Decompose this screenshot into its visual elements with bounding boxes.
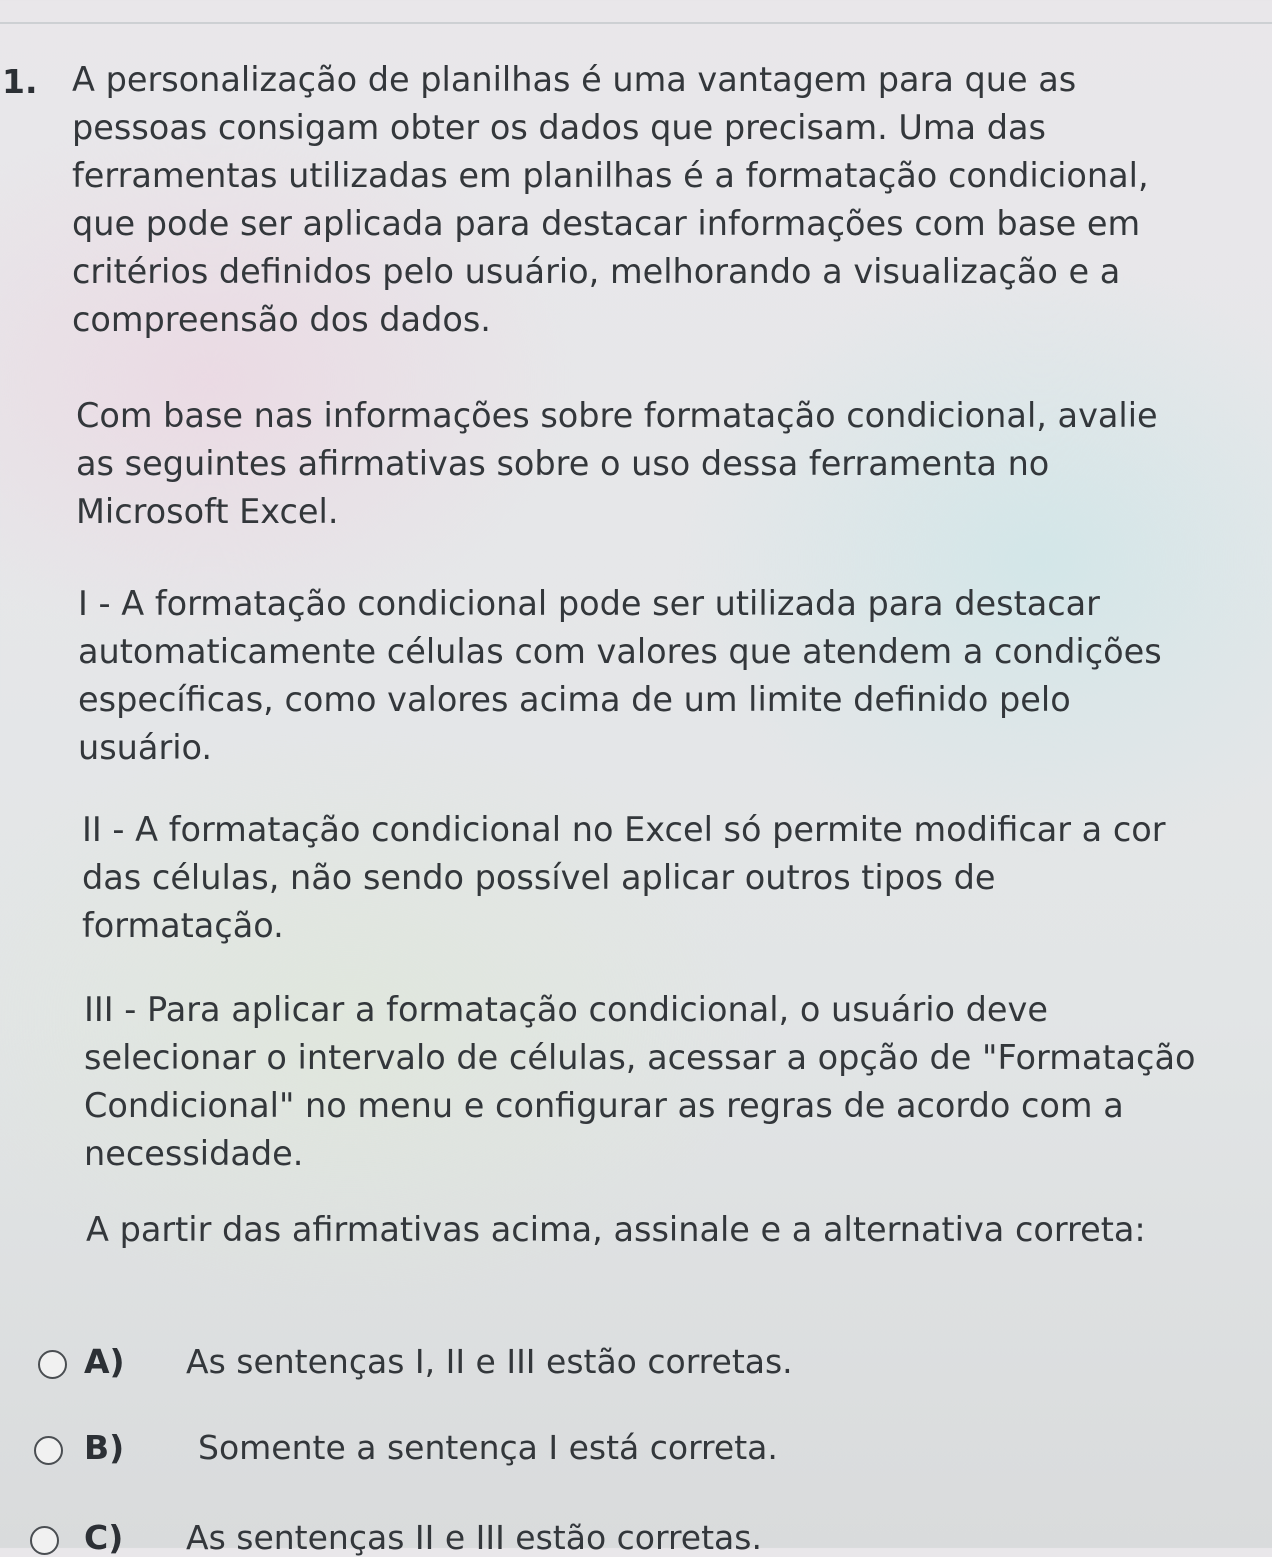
intro-line: critérios definidos pelo usuário, melhorando a visualização e a	[72, 252, 1121, 291]
intro-line: ferramentas utilizadas em planilhas é a formatação condicional,	[72, 156, 1149, 195]
statement-1	[78, 580, 1258, 772]
option-text: As sentenças II e III estão corretas.	[186, 1518, 762, 1557]
statement-line: Condicional" no menu e configurar as regras de acordo com a	[84, 1086, 1124, 1125]
statement-line: das células, não sendo possível aplicar outros tipos de	[82, 858, 996, 897]
intro-line: que pode ser aplicada para destacar informações com base em	[72, 204, 1141, 243]
statement-line: específicas, como valores acima de um limite definido pelo	[78, 680, 1071, 719]
answer-prompt	[86, 1206, 1266, 1254]
statement-line: necessidade.	[84, 1134, 304, 1173]
prompt-line: A partir das afirmativas acima, assinale e a alternativa correta:	[86, 1210, 1146, 1249]
question-context	[76, 392, 1256, 536]
context-line: Com base nas informações sobre formatação condicional, avalie	[76, 396, 1158, 435]
intro-line: A personalização de planilhas é uma vantagem para que as	[72, 60, 1077, 99]
statement-line: II - A formatação condicional no Excel só permite modificar a cor	[82, 810, 1166, 849]
question-number: 1.	[2, 62, 38, 101]
intro-line: compreensão dos dados.	[72, 300, 491, 339]
statement-line: formatação.	[82, 906, 284, 945]
statement-line: III - Para aplicar a formatação condicional, o usuário deve	[84, 990, 1048, 1029]
statement-line: selecionar o intervalo de células, acessar a opção de "Formatação	[84, 1038, 1196, 1077]
radio-circle-icon[interactable]	[30, 1526, 59, 1555]
statement-line: usuário.	[78, 728, 213, 767]
option-letter: B)	[84, 1428, 125, 1467]
statement-2	[82, 806, 1262, 950]
context-line: Microsoft Excel.	[76, 492, 339, 531]
radio-circle-icon[interactable]	[34, 1436, 63, 1465]
context-line: as seguintes afirmativas sobre o uso dessa ferramenta no	[76, 444, 1050, 483]
statement-line: I - A formatação condicional pode ser utilizada para destacar	[78, 584, 1100, 623]
intro-line: pessoas consigam obter os dados que precisam. Uma das	[72, 108, 1046, 147]
option-text: As sentenças I, II e III estão corretas.	[186, 1342, 793, 1381]
statement-3	[84, 986, 1264, 1178]
question-intro	[72, 56, 1252, 344]
radio-circle-icon[interactable]	[38, 1350, 67, 1379]
top-divider	[0, 22, 1272, 24]
option-text: Somente a sentença I está correta.	[198, 1428, 778, 1467]
option-letter: A)	[84, 1342, 125, 1381]
option-letter: C)	[84, 1518, 124, 1557]
statement-line: automaticamente células com valores que atendem a condições	[78, 632, 1162, 671]
